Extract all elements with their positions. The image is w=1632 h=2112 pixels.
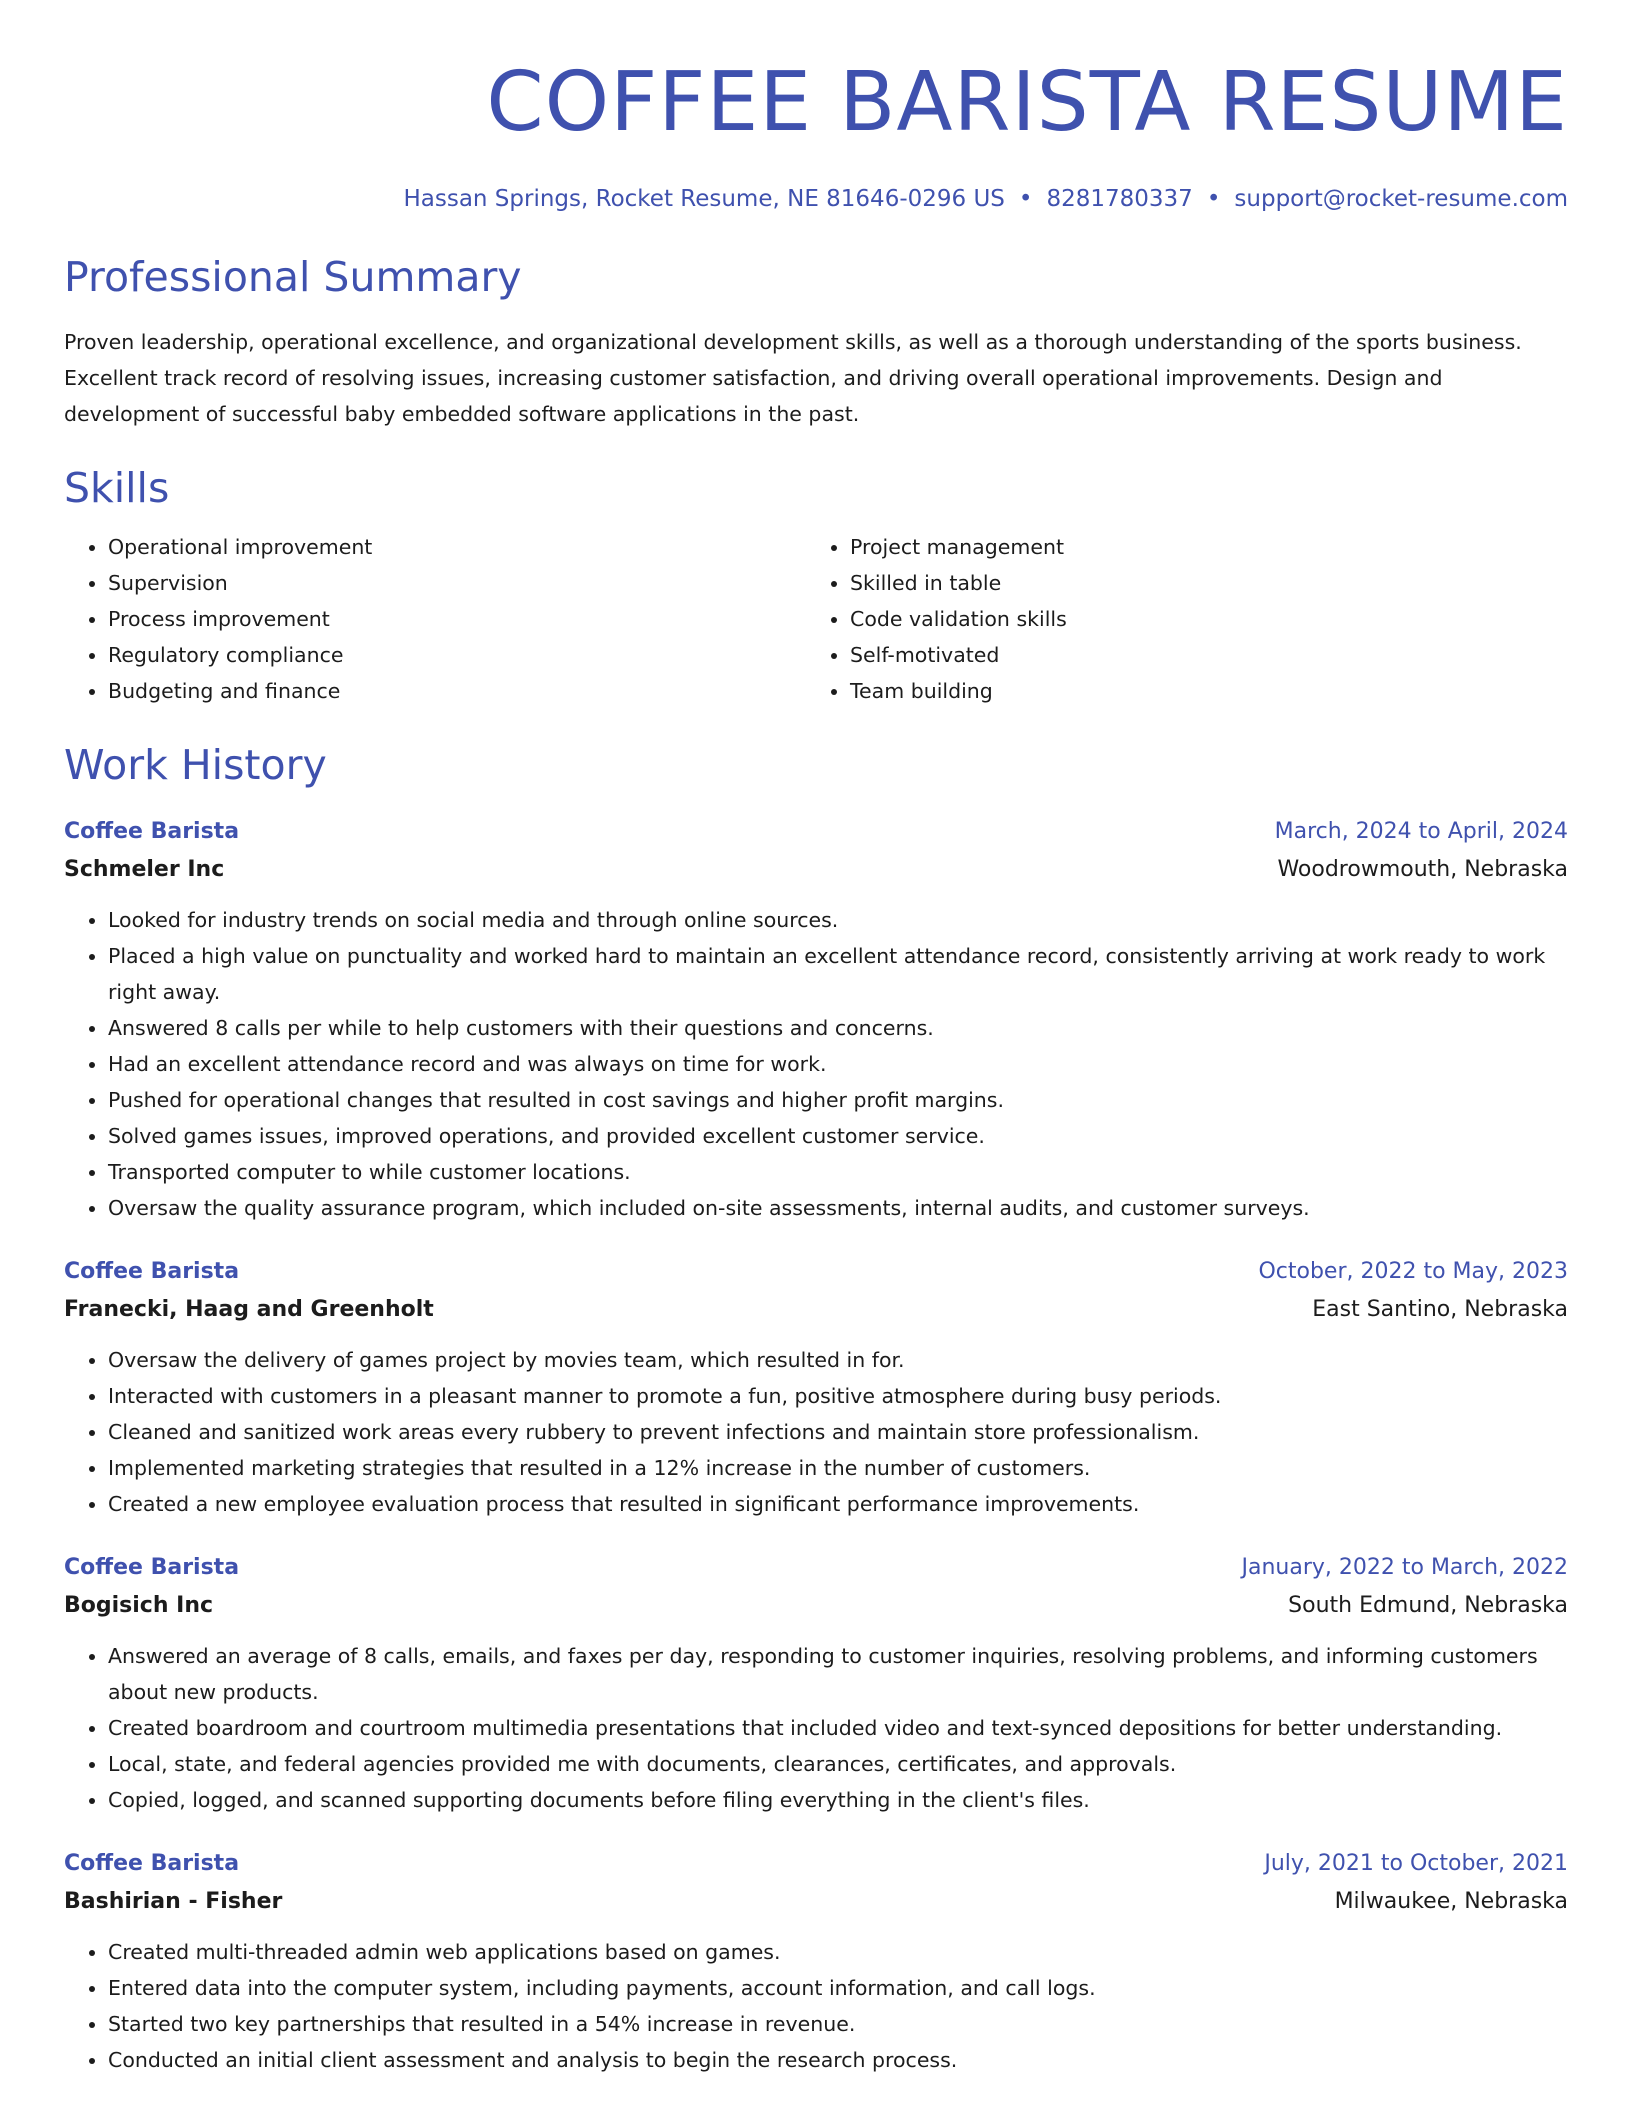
- job-title: Coffee Barista: [64, 1555, 240, 1580]
- job-bullet: • Cleaned and sanitized work areas every rubbery to prevent infections and maintain store professionalism.: [108, 1414, 1568, 1450]
- job-location: Woodrowmouth, Nebraska: [1277, 857, 1568, 882]
- skill-item: • Supervision: [108, 565, 806, 601]
- skill-item: • Operational improvement: [108, 529, 806, 565]
- job-bullet: • Implemented marketing strategies that resulted in a 12% increase in the number of customers.: [108, 1450, 1568, 1486]
- job-title: Coffee Barista: [64, 1259, 240, 1284]
- job-company-row: [64, 1882, 1568, 1922]
- job-entry: [64, 814, 1568, 1226]
- contact-separator: •: [1206, 186, 1221, 212]
- job-dates: March, 2024 to April, 2024: [1274, 819, 1568, 844]
- skill-item: • Team building: [850, 673, 1548, 709]
- work-history-heading: Work History: [64, 741, 327, 789]
- job-title: Coffee Barista: [64, 1851, 240, 1876]
- job-bullet: • Placed a high value on punctuality and worked hard to maintain an excellent attendance record, consistently arriving at work ready to work right away.: [108, 938, 1568, 1010]
- job-bullets: [64, 1638, 1568, 1818]
- job-bullet: • Interacted with customers in a pleasant manner to promote a fun, positive atmosphere during busy periods.: [108, 1378, 1568, 1414]
- job-company-row: [64, 1290, 1568, 1330]
- job-company: Franecki, Haag and Greenholt: [64, 1297, 434, 1322]
- contact-address: Hassan Springs, Rocket Resume, NE 81646-0296 US: [403, 186, 1005, 212]
- skill-item: • Skilled in table: [850, 565, 1548, 601]
- skill-item: • Self-motivated: [850, 637, 1548, 673]
- job-dates: January, 2022 to March, 2022: [1241, 1555, 1568, 1580]
- job-header-row: [64, 1254, 1568, 1290]
- job-bullet: • Answered an average of 8 calls, emails, and faxes per day, responding to customer inquiries, resolving problems, and informing customers about new products.: [108, 1638, 1568, 1710]
- job-bullets: [64, 902, 1568, 1226]
- contact-email: support@rocket-resume.com: [1234, 186, 1568, 212]
- job-bullet: • Copied, logged, and scanned supporting documents before filing everything in the client's files.: [108, 1782, 1568, 1818]
- job-bullet: • Had an excellent attendance record and was always on time for work.: [108, 1046, 1568, 1082]
- job-entry: [64, 1846, 1568, 2078]
- job-bullet: • Oversaw the delivery of games project by movies team, which resulted in for.: [108, 1342, 1568, 1378]
- skill-item: • Process improvement: [108, 601, 806, 637]
- skills-heading: Skills: [64, 464, 170, 512]
- job-bullet: • Created boardroom and courtroom multimedia presentations that included video and text-synced depositions for better understanding.: [108, 1710, 1568, 1746]
- job-dates: October, 2022 to May, 2023: [1258, 1259, 1568, 1284]
- summary-text: Proven leadership, operational excellence, and organizational development skills, as well as a thorough understanding of the sports business. Excellent track record of resolving issues, increasing customer satisfaction, and driving overall operational improvements. Design and development of successful baby embedded software applications in the past.: [64, 330, 1522, 426]
- job-bullet: • Pushed for operational changes that resulted in cost savings and higher profit margins.: [108, 1082, 1568, 1118]
- job-bullet: • Created multi-threaded admin web applications based on games.: [108, 1934, 1568, 1970]
- job-bullets: [64, 1342, 1568, 1522]
- job-bullet: • Entered data into the computer system, including payments, account information, and call logs.: [108, 1970, 1568, 2006]
- skills-list: [64, 529, 1568, 709]
- job-entry: [64, 1550, 1568, 1818]
- job-bullet: • Answered 8 calls per while to help customers with their questions and concerns.: [108, 1010, 1568, 1046]
- job-bullet: • Solved games issues, improved operations, and provided excellent customer service.: [108, 1118, 1568, 1154]
- job-header-row: [64, 1846, 1568, 1882]
- skills-column-left: [64, 529, 806, 709]
- job-company: Schmeler Inc: [64, 857, 225, 882]
- job-company: Bogisich Inc: [64, 1593, 214, 1618]
- job-header-row: [64, 1550, 1568, 1586]
- job-location: South Edmund, Nebraska: [1288, 1593, 1568, 1618]
- contact-separator: •: [1018, 186, 1033, 212]
- job-header-row: [64, 814, 1568, 850]
- resume-page: [64, 0, 1568, 2078]
- job-entry: [64, 1254, 1568, 1522]
- job-title: Coffee Barista: [64, 819, 240, 844]
- job-location: Milwaukee, Nebraska: [1334, 1889, 1568, 1914]
- skill-item: • Code validation skills: [850, 601, 1548, 637]
- skill-item: • Project management: [850, 529, 1548, 565]
- job-company-row: [64, 1586, 1568, 1626]
- resume-title: COFFEE BARISTA RESUME: [486, 55, 1568, 150]
- job-dates: July, 2021 to October, 2021: [1264, 1851, 1568, 1876]
- job-bullet: • Created a new employee evaluation process that resulted in significant performance improvements.: [108, 1486, 1568, 1522]
- job-company: Bashirian - Fisher: [64, 1889, 283, 1914]
- contact-line: [64, 188, 1568, 211]
- job-bullet: • Local, state, and federal agencies provided me with documents, clearances, certificates, and approvals.: [108, 1746, 1568, 1782]
- job-bullet: • Started two key partnerships that resulted in a 54% increase in revenue.: [108, 2006, 1568, 2042]
- skill-item: • Regulatory compliance: [108, 637, 806, 673]
- job-bullet: • Oversaw the quality assurance program, which included on-site assessments, internal audits, and customer surveys.: [108, 1190, 1568, 1226]
- job-bullet: • Transported computer to while customer locations.: [108, 1154, 1568, 1190]
- skills-column-right: [806, 529, 1548, 709]
- contact-phone: 8281780337: [1046, 186, 1193, 212]
- summary-heading: Professional Summary: [64, 253, 522, 301]
- job-company-row: [64, 850, 1568, 890]
- job-bullet: • Conducted an initial client assessment and analysis to begin the research process.: [108, 2042, 1568, 2078]
- job-location: East Santino, Nebraska: [1312, 1297, 1568, 1322]
- job-bullets: [64, 1934, 1568, 2078]
- skill-item: • Budgeting and finance: [108, 673, 806, 709]
- job-bullet: • Looked for industry trends on social media and through online sources.: [108, 902, 1568, 938]
